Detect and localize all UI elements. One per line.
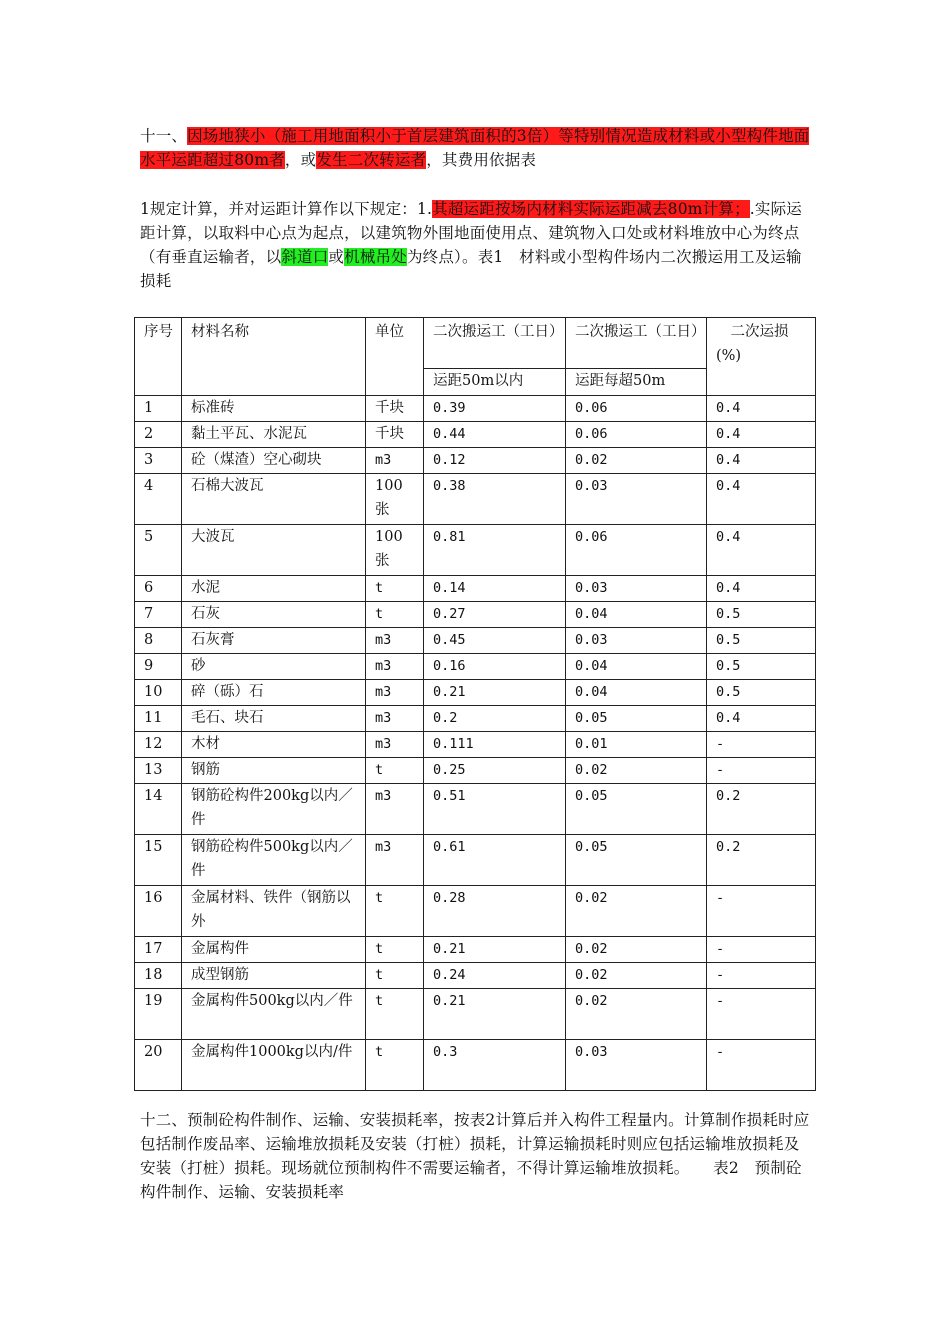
table-row — [135, 422, 816, 448]
row-labor-within-50m: 0.45 — [424, 628, 566, 654]
row-no: 4 — [135, 474, 182, 525]
header-loss: 二次运损(%) — [707, 318, 816, 396]
highlight-red-3: 其超运距按场内材料实际运距减去80m计算； — [432, 200, 750, 218]
table-row — [135, 628, 816, 654]
table-row — [135, 937, 816, 963]
row-labor-within-50m: 0.14 — [424, 576, 566, 602]
highlight-green-1: 斜道口 — [281, 248, 329, 266]
highlight-green-2: 机械吊处 — [344, 248, 407, 266]
row-material-name: 标准砖 — [182, 396, 366, 422]
row-loss: 0.5 — [707, 602, 816, 628]
row-no: 6 — [135, 576, 182, 602]
subheader-within-50m: 运距50m以内 — [424, 369, 566, 396]
row-labor-per-50m: 0.02 — [566, 963, 707, 989]
row-material-name: 碎（砾）石 — [182, 680, 366, 706]
row-labor-within-50m: 0.61 — [424, 835, 566, 886]
row-material-name: 石棉大波瓦 — [182, 474, 366, 525]
row-no: 18 — [135, 963, 182, 989]
row-loss: 0.4 — [707, 474, 816, 525]
row-loss: - — [707, 989, 816, 1040]
table-row — [135, 989, 816, 1040]
row-labor-within-50m: 0.39 — [424, 396, 566, 422]
row-material-name: 金属材料、铁件（钢筋以外 — [182, 886, 366, 937]
row-labor-within-50m: 0.3 — [424, 1040, 566, 1091]
row-unit: m3 — [366, 654, 424, 680]
row-no: 17 — [135, 937, 182, 963]
row-labor-per-50m: 0.06 — [566, 422, 707, 448]
row-material-name: 钢筋砼构件500kg以内／件 — [182, 835, 366, 886]
row-no: 12 — [135, 732, 182, 758]
row-labor-per-50m: 0.06 — [566, 396, 707, 422]
table-body — [135, 318, 816, 1091]
table-row — [135, 525, 816, 576]
row-unit: 千块 — [366, 396, 424, 422]
row-labor-per-50m: 0.02 — [566, 937, 707, 963]
row-labor-within-50m: 0.28 — [424, 886, 566, 937]
table-material-transport — [134, 317, 816, 1091]
table-row — [135, 963, 816, 989]
row-no: 13 — [135, 758, 182, 784]
row-material-name: 木材 — [182, 732, 366, 758]
row-unit: m3 — [366, 448, 424, 474]
row-material-name: 金属构件 — [182, 937, 366, 963]
row-labor-per-50m: 0.04 — [566, 654, 707, 680]
paragraph-twelve: 十二、预制砼构件制作、运输、安装损耗率，按表2计算后并入构件工程量内。计算制作损耗时应包括制作废品率、运输堆放损耗及安装（打桩）损耗，计算运输损耗时则应包括运输堆放损耗及安装（打桩）损耗。现场就位预制构件不需要运输者，不得计算运输堆放损耗。 表2 预制砼构件制作、运输、安装损耗率 — [140, 1111, 810, 1201]
table-header-row — [135, 318, 816, 369]
row-labor-per-50m: 0.03 — [566, 1040, 707, 1091]
table-row — [135, 784, 816, 835]
para2-mid1: .实际运距计算，以取料中心点为起点，以建筑物外围地面使用点、建筑物入口处或材料堆放中心为终点（有垂直运输者，以 — [140, 200, 803, 266]
row-no: 11 — [135, 706, 182, 732]
row-unit: m3 — [366, 706, 424, 732]
row-labor-within-50m: 0.38 — [424, 474, 566, 525]
row-no: 10 — [135, 680, 182, 706]
row-no: 2 — [135, 422, 182, 448]
row-labor-per-50m: 0.05 — [566, 706, 707, 732]
row-loss: 0.4 — [707, 422, 816, 448]
row-no: 14 — [135, 784, 182, 835]
row-unit: m3 — [366, 680, 424, 706]
row-unit: t — [366, 886, 424, 937]
row-no: 16 — [135, 886, 182, 937]
header-labor-2: 二次搬运工（工日） — [566, 318, 707, 369]
row-loss: 0.5 — [707, 680, 816, 706]
row-material-name: 金属构件500kg以内／件 — [182, 989, 366, 1040]
row-no: 19 — [135, 989, 182, 1040]
row-no: 5 — [135, 525, 182, 576]
row-material-name: 水泥 — [182, 576, 366, 602]
row-labor-per-50m: 0.04 — [566, 680, 707, 706]
row-no: 9 — [135, 654, 182, 680]
row-unit: 100张 — [366, 474, 424, 525]
row-labor-within-50m: 0.25 — [424, 758, 566, 784]
para2-prefix: 1规定计算，并对运距计算作以下规定：1. — [140, 200, 433, 218]
row-material-name: 钢筋砼构件200kg以内／件 — [182, 784, 366, 835]
row-labor-within-50m: 0.111 — [424, 732, 566, 758]
table-row — [135, 706, 816, 732]
row-unit: m3 — [366, 732, 424, 758]
row-labor-per-50m: 0.02 — [566, 886, 707, 937]
para2-mid2: 或 — [328, 248, 345, 266]
row-labor-within-50m: 0.21 — [424, 989, 566, 1040]
row-unit: 千块 — [366, 422, 424, 448]
row-labor-within-50m: 0.21 — [424, 937, 566, 963]
row-loss: 0.2 — [707, 784, 816, 835]
header-labor-1: 二次搬运工（工日） — [424, 318, 566, 369]
row-loss: 0.4 — [707, 706, 816, 732]
row-unit: t — [366, 758, 424, 784]
row-loss: 0.4 — [707, 576, 816, 602]
row-loss: 0.4 — [707, 448, 816, 474]
row-labor-per-50m: 0.02 — [566, 989, 707, 1040]
row-labor-per-50m: 0.02 — [566, 758, 707, 784]
row-labor-within-50m: 0.2 — [424, 706, 566, 732]
row-labor-within-50m: 0.81 — [424, 525, 566, 576]
table-row — [135, 835, 816, 886]
row-loss: 0.4 — [707, 396, 816, 422]
row-material-name: 砂 — [182, 654, 366, 680]
table-row — [135, 448, 816, 474]
row-labor-per-50m: 0.02 — [566, 448, 707, 474]
row-unit: 100张 — [366, 525, 424, 576]
table-row — [135, 396, 816, 422]
subheader-per-50m: 运距每超50m — [566, 369, 707, 396]
highlight-red-2: 发生二次转运者 — [316, 151, 427, 169]
highlight-red-1: 因场地狭小（施工用地面积小于首层建筑面积的3倍）等特别情况造成材料或小型构件地面水平运距超过80m者 — [140, 127, 810, 169]
row-labor-per-50m: 0.05 — [566, 784, 707, 835]
row-unit: m3 — [366, 628, 424, 654]
table-row — [135, 732, 816, 758]
row-loss: - — [707, 758, 816, 784]
row-unit: t — [366, 602, 424, 628]
table-row — [135, 886, 816, 937]
row-material-name: 金属构件1000kg以内/件 — [182, 1040, 366, 1091]
table-row — [135, 758, 816, 784]
row-material-name: 砼（煤渣）空心砌块 — [182, 448, 366, 474]
row-unit: m3 — [366, 835, 424, 886]
row-labor-per-50m: 0.01 — [566, 732, 707, 758]
row-unit: t — [366, 576, 424, 602]
para1-mid: ，或 — [284, 151, 317, 169]
row-no: 15 — [135, 835, 182, 886]
paragraph-rules — [140, 197, 810, 293]
row-no: 8 — [135, 628, 182, 654]
row-unit: t — [366, 1040, 424, 1091]
row-labor-within-50m: 0.27 — [424, 602, 566, 628]
header-unit: 单位 — [366, 318, 424, 396]
row-loss: 0.5 — [707, 628, 816, 654]
row-loss: 0.4 — [707, 525, 816, 576]
row-loss: 0.5 — [707, 654, 816, 680]
row-labor-within-50m: 0.51 — [424, 784, 566, 835]
row-material-name: 成型钢筋 — [182, 963, 366, 989]
row-labor-within-50m: 0.24 — [424, 963, 566, 989]
table-row — [135, 1040, 816, 1091]
row-labor-per-50m: 0.04 — [566, 602, 707, 628]
table-row — [135, 602, 816, 628]
row-material-name: 石灰 — [182, 602, 366, 628]
header-no: 序号 — [135, 318, 182, 396]
table-row — [135, 680, 816, 706]
table-row — [135, 654, 816, 680]
table-row — [135, 576, 816, 602]
row-labor-per-50m: 0.03 — [566, 576, 707, 602]
row-loss: - — [707, 937, 816, 963]
row-labor-within-50m: 0.44 — [424, 422, 566, 448]
row-unit: t — [366, 937, 424, 963]
row-loss: - — [707, 886, 816, 937]
row-material-name: 钢筋 — [182, 758, 366, 784]
row-unit: t — [366, 989, 424, 1040]
row-labor-per-50m: 0.03 — [566, 628, 707, 654]
row-loss: - — [707, 1040, 816, 1091]
header-name: 材料名称 — [182, 318, 366, 396]
row-material-name: 石灰膏 — [182, 628, 366, 654]
row-material-name: 黏土平瓦、水泥瓦 — [182, 422, 366, 448]
row-labor-within-50m: 0.21 — [424, 680, 566, 706]
row-no: 1 — [135, 396, 182, 422]
row-labor-per-50m: 0.05 — [566, 835, 707, 886]
row-labor-per-50m: 0.06 — [566, 525, 707, 576]
row-no: 20 — [135, 1040, 182, 1091]
table-row — [135, 474, 816, 525]
row-no: 7 — [135, 602, 182, 628]
para1-suffix: ，其费用依据表 — [426, 151, 537, 169]
row-labor-per-50m: 0.03 — [566, 474, 707, 525]
row-unit: t — [366, 963, 424, 989]
para2-suffix: 为终点）。表1 材料或小型构件场内二次搬运用工及运输损耗 — [140, 248, 802, 290]
row-loss: - — [707, 732, 816, 758]
row-loss: 0.2 — [707, 835, 816, 886]
row-labor-within-50m: 0.12 — [424, 448, 566, 474]
row-no: 3 — [135, 448, 182, 474]
para1-prefix: 十一、 — [140, 127, 188, 145]
row-loss: - — [707, 963, 816, 989]
row-unit: m3 — [366, 784, 424, 835]
row-material-name: 毛石、块石 — [182, 706, 366, 732]
row-labor-within-50m: 0.16 — [424, 654, 566, 680]
paragraph-eleven — [140, 124, 810, 172]
row-material-name: 大波瓦 — [182, 525, 366, 576]
